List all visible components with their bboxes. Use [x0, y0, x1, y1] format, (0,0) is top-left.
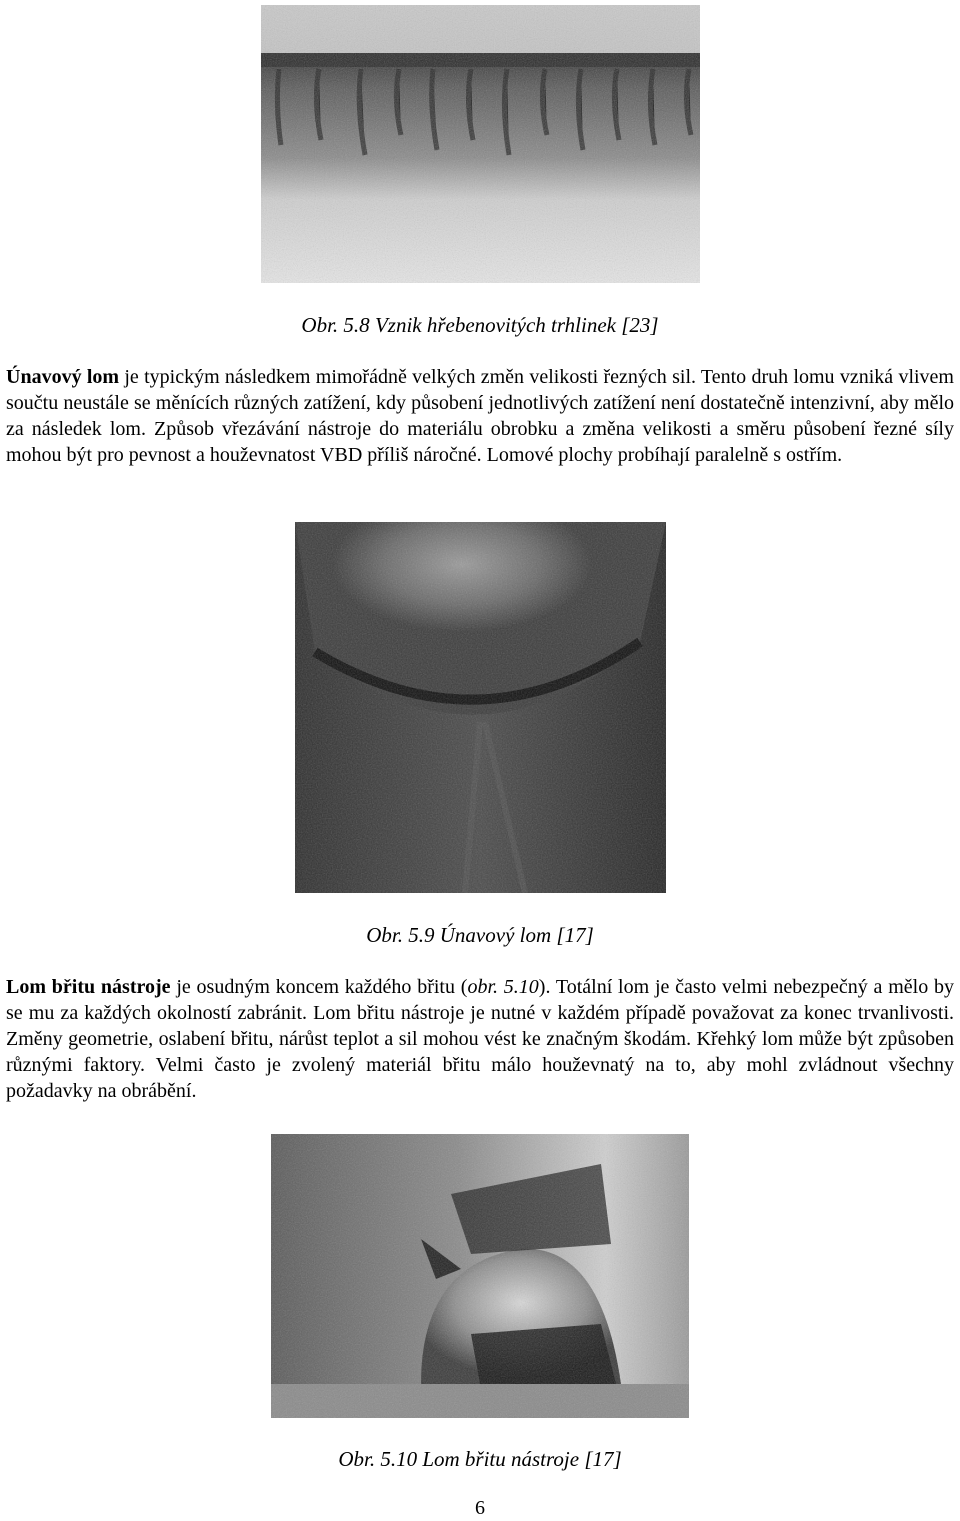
- term-edge-fracture: Lom břitu nástroje: [6, 976, 171, 998]
- paragraph-edge-fracture: [6, 974, 954, 1104]
- paragraph-text: je typickým následkem mimořádně velkých změn velikosti řezných sil. Tento druh lomu vzniká vlivem součtu neustále se měnících různých zatížení, kdy působení jednotlivých zatížení není dostatečně intenzivní, aby mělo za následek lom. Způsob vřezávání nástroje do materiálu obrobku a změna velikosti a směru působení řezné síly mohou být pro pevnost a houževnatost VBD příliš náročné. Lomové plochy probíhají paralelně s ostřím.: [6, 366, 954, 466]
- figure-5-9-photo: [295, 522, 666, 893]
- figure-5-8-caption: [0, 312, 960, 338]
- caption-title: Vznik hřebenovitých trhlinek [23]: [374, 313, 659, 337]
- page-number: 6: [475, 1497, 485, 1519]
- caption-title: Únavový lom [17]: [439, 923, 594, 947]
- paragraph-text: ). Totální lom je často velmi nebezpečný a mělo by se mu za každých okolností zabránit. Lom břitu nástroje je nutné v každém případě považovat za konec trvanlivosti. Změny geometrie, oslabení břitu, nárůst teplot a sil mohou vést ke značným škodám. Křehký lom může být způsoben různými faktory. Velmi často je zvolený materiál břitu málo houževnatý na to, aby mohl zvládnout všechny požadavky na obrábění.: [6, 976, 954, 1102]
- figure-5-10-photo: [271, 1134, 689, 1418]
- paragraph-text: je osudným koncem každého břitu (: [170, 976, 468, 998]
- caption-prefix: Obr. 5.9: [366, 923, 435, 947]
- figure-5-8-photo: [261, 5, 700, 283]
- figure-5-10-caption: [0, 1446, 960, 1472]
- figure-5-9-caption: [0, 922, 960, 948]
- paragraph-fatigue-fracture: [6, 364, 954, 468]
- figure-reference: obr. 5.10: [467, 976, 539, 998]
- caption-title: Lom břitu nástroje [17]: [422, 1447, 622, 1471]
- caption-prefix: Obr. 5.8: [301, 313, 370, 337]
- caption-prefix: Obr. 5.10: [338, 1447, 418, 1471]
- term-fatigue-fracture: Únavový lom: [6, 366, 120, 388]
